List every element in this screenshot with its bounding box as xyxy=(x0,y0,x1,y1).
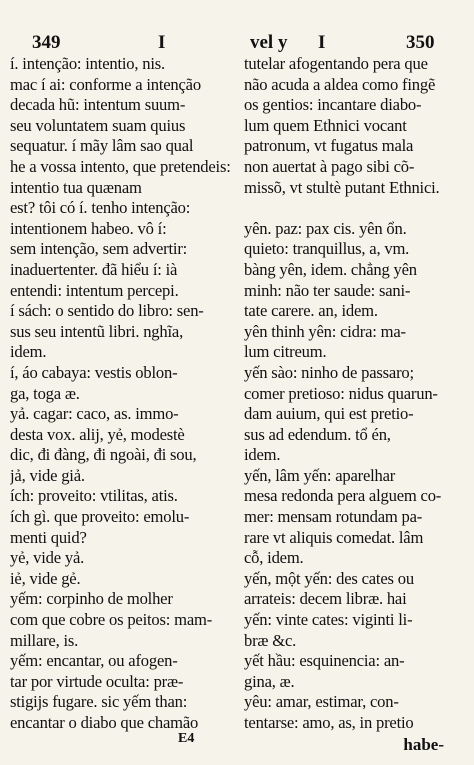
text-line: decada hũ: intentum suum- xyxy=(10,95,186,115)
text-line: os gentios: incantare diabo- xyxy=(244,95,422,115)
text-line: intentio tua quænam xyxy=(10,177,142,197)
text-line: jả, vide giả. xyxy=(10,465,85,485)
running-head-text: vel y xyxy=(250,32,288,53)
text-line: yêu: amar, estimar, con- xyxy=(244,692,399,712)
text-line: menti quid? xyxy=(10,527,87,547)
text-line: intentionem habeo. vô í: xyxy=(10,218,167,238)
text-line: dam auium, qui est pretio- xyxy=(244,404,414,424)
page-number-left: 349 xyxy=(32,32,61,53)
page-number-right: 350 xyxy=(406,32,435,53)
text-line: yẻ, vide yả. xyxy=(10,548,85,568)
text-line: ích: proveito: vtilitas, atis. xyxy=(10,486,178,506)
text-line: rare vt aliquis comedat. lâm xyxy=(244,527,424,547)
text-line: tentarse: amo, as, in pretio xyxy=(244,713,414,732)
text-line: est? tôi có í. tenho intenção: xyxy=(10,198,191,218)
header-mark-right: I xyxy=(318,32,326,53)
text-line: minh: não ter saude: sani- xyxy=(244,280,411,300)
text-line: millare, is. xyxy=(10,630,79,650)
text-line: idem. xyxy=(10,342,47,362)
text-line: í. intenção: intentio, nis. xyxy=(10,54,165,73)
text-line: entendi: intentum percepi. xyxy=(10,280,179,300)
text-line: dic, đi đàng, đi ngoài, đi sou, xyxy=(10,445,197,465)
text-line: tar por virtude oculta: præ- xyxy=(10,671,184,691)
text-line: yết hầu: esquinencia: an- xyxy=(244,651,405,671)
text-line: inaduertenter. đã hiểu í: ià xyxy=(10,259,178,279)
catchword: habe- xyxy=(403,735,444,754)
text-line: cỗ, idem. xyxy=(244,548,304,568)
text-line: stigijs fugare. sic yếm than: xyxy=(10,692,188,712)
text-line: bræ &c. xyxy=(244,630,297,650)
text-line: quieto: tranquillus, a, vm. xyxy=(244,239,410,259)
right-column xyxy=(244,54,466,734)
text-line: yến: vinte cates: viginti li- xyxy=(244,610,413,630)
text-line: sus ad edendum. tổ én, xyxy=(244,424,391,444)
text-line: yên thinh yên: cidra: ma- xyxy=(244,321,406,341)
text-line: com que cobre os peitos: mam- xyxy=(10,610,213,630)
text-line: sem intenção, sem advertir: xyxy=(10,239,188,259)
text-line: missõ, vt stultè putant Ethnici. xyxy=(244,177,440,197)
text-line: yếm: encantar, ou afogen- xyxy=(10,651,178,671)
text-line: comer pretioso: nidus quarun- xyxy=(244,383,438,403)
text-line: lum citreum. xyxy=(244,342,327,362)
text-line: arrateis: decem libræ. hai xyxy=(244,589,407,609)
text-line: sus seu intentũ libri. nghĩa, xyxy=(10,321,184,341)
text-line: iẻ, vide gẻ. xyxy=(10,568,81,588)
text-line: ga, toga æ. xyxy=(10,383,80,403)
text-line: bàng yên, idem. chẳng yên xyxy=(244,259,417,279)
text-line: mac í ai: conforme a intenção xyxy=(10,74,201,94)
text-line xyxy=(244,198,466,219)
text-line: í sách: o sentido do libro: sen- xyxy=(10,301,204,321)
text-line: encantar o diabo que chamão xyxy=(10,713,199,732)
text-line: yến sào: ninho de passaro; xyxy=(244,362,414,382)
text-line: yến, lâm yến: aparelhar xyxy=(244,465,396,485)
text-line: gina, æ. xyxy=(244,671,295,691)
text-line: tutelar afogentando pera que xyxy=(244,54,428,73)
text-line: seu voluntatem suam quius xyxy=(10,115,186,135)
text-line: yến, một yến: des cates ou xyxy=(244,568,414,588)
text-line: mesa redonda pera alguem co- xyxy=(244,486,442,506)
text-line: non auertat à pago sibi cõ- xyxy=(244,156,415,176)
text-line: yếm: corpinho de molher xyxy=(10,589,173,609)
text-line: yả. cagar: caco, as. immo- xyxy=(10,404,179,424)
signature-mark: E4 xyxy=(178,731,195,746)
text-line: desta vox. alij, yẻ, modestè xyxy=(10,424,185,444)
text-line: mer: mensam rotundam pa- xyxy=(244,507,423,527)
left-column xyxy=(10,54,234,734)
text-line: ích gì. que proveito: emolu- xyxy=(10,507,190,527)
text-line: í, áo cabaya: vestis oblon- xyxy=(10,362,178,382)
running-header xyxy=(28,32,456,56)
header-mark-left: I xyxy=(158,32,166,53)
text-line: yên. paz: pax cis. yên ổn. xyxy=(244,218,407,238)
text-line: patronum, vt fugatus mala xyxy=(244,136,414,156)
text-line: sequatur. í mãy lâm sao qual xyxy=(10,136,194,156)
text-line: tate carere. an, idem. xyxy=(244,301,378,321)
text-line: lum quem Ethnici vocant xyxy=(244,115,407,135)
text-line: idem. xyxy=(244,445,281,465)
text-line: não acuda a aldea como fingẽ xyxy=(244,74,436,94)
text-line: he a vossa intento, que pretendeis: xyxy=(10,156,231,176)
